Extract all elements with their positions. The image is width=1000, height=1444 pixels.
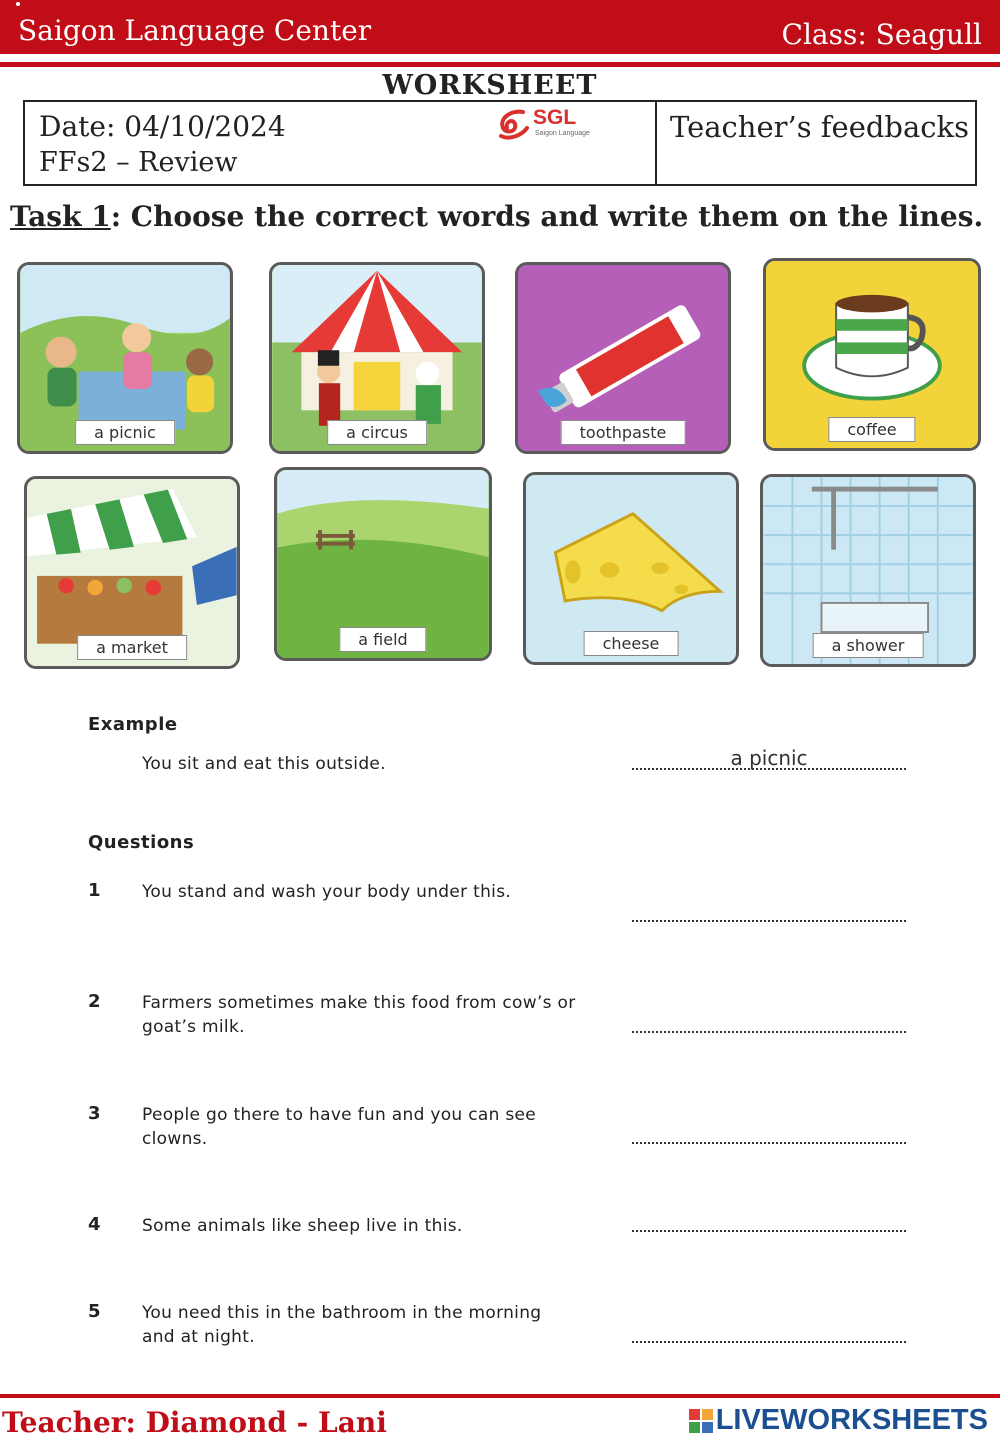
picture-circus bbox=[269, 262, 485, 454]
question-text: You need this in the bathroom in the morning and at night. bbox=[142, 1303, 542, 1347]
picture-shower bbox=[760, 474, 976, 667]
logo-text: SGL bbox=[533, 106, 577, 129]
task-text: : Choose the correct words and write them on the lines. bbox=[110, 200, 984, 233]
question-text: Some animals like sheep live in this. bbox=[142, 1216, 463, 1236]
answer-line-2[interactable] bbox=[632, 1031, 906, 1033]
question-text: People go there to have fun and you can see clowns. bbox=[142, 1105, 537, 1149]
picture-label: a field bbox=[339, 627, 426, 652]
teacher-name: Teacher: Diamond - Lani bbox=[2, 1406, 387, 1439]
question-number: 3 bbox=[88, 1103, 101, 1124]
picture-field bbox=[274, 467, 492, 661]
picture-label: a picnic bbox=[75, 420, 175, 445]
date-text: Date: 04/10/2024 bbox=[39, 110, 286, 143]
class-name: Class: Seagull bbox=[781, 18, 982, 51]
worksheet-title: WORKSHEET bbox=[382, 70, 598, 101]
task-instruction bbox=[10, 200, 983, 233]
liveworksheets-icon bbox=[689, 1409, 713, 1433]
answer-line-4[interactable] bbox=[632, 1230, 906, 1232]
example-answer: a picnic bbox=[730, 746, 808, 770]
picture-picnic bbox=[17, 262, 233, 454]
picture-market bbox=[24, 476, 240, 669]
liveworksheets-text: LIVEWORKSHEETS bbox=[715, 1404, 988, 1436]
picture-label: coffee bbox=[828, 417, 915, 442]
questions-heading: Questions bbox=[88, 832, 195, 853]
footer-divider bbox=[0, 1394, 1000, 1398]
picture-label: a shower bbox=[813, 633, 924, 658]
example-heading: Example bbox=[88, 714, 178, 735]
unit-title: FFs2 – Review bbox=[39, 147, 238, 178]
school-name: Saigon Language Center bbox=[18, 14, 372, 47]
answer-line-5[interactable] bbox=[632, 1341, 906, 1343]
task-label: Task 1 bbox=[10, 200, 111, 233]
info-divider bbox=[655, 102, 657, 184]
header-bar bbox=[0, 0, 1000, 54]
picture-label: a circus bbox=[327, 420, 427, 445]
bullet-dot bbox=[16, 2, 20, 6]
answer-line-1[interactable] bbox=[632, 920, 906, 922]
question-number: 4 bbox=[88, 1214, 101, 1235]
question-number: 1 bbox=[88, 880, 101, 901]
info-box bbox=[23, 100, 977, 186]
feedback-label: Teacher’s feedbacks bbox=[670, 110, 969, 144]
sgl-logo bbox=[493, 106, 603, 142]
logo-subtext: Saigon Language bbox=[535, 130, 590, 137]
example-text: You sit and eat this outside. bbox=[142, 754, 386, 774]
liveworksheets-logo bbox=[689, 1404, 988, 1437]
picture-label: toothpaste bbox=[561, 420, 686, 445]
picture-label: cheese bbox=[584, 631, 679, 656]
header-divider bbox=[0, 62, 1000, 67]
question-text: You stand and wash your body under this. bbox=[142, 882, 512, 902]
picture-cheese bbox=[523, 472, 739, 665]
picture-coffee bbox=[763, 258, 981, 451]
question-number: 5 bbox=[88, 1301, 101, 1322]
picture-label: a market bbox=[77, 635, 187, 660]
answer-line-3[interactable] bbox=[632, 1142, 906, 1144]
picture-toothpaste bbox=[515, 262, 731, 454]
sgl-swirl-icon bbox=[493, 106, 533, 142]
question-number: 2 bbox=[88, 991, 101, 1012]
question-text: Farmers sometimes make this food from cow’s or goat’s milk. bbox=[142, 993, 576, 1037]
example-answer-line bbox=[632, 768, 906, 770]
